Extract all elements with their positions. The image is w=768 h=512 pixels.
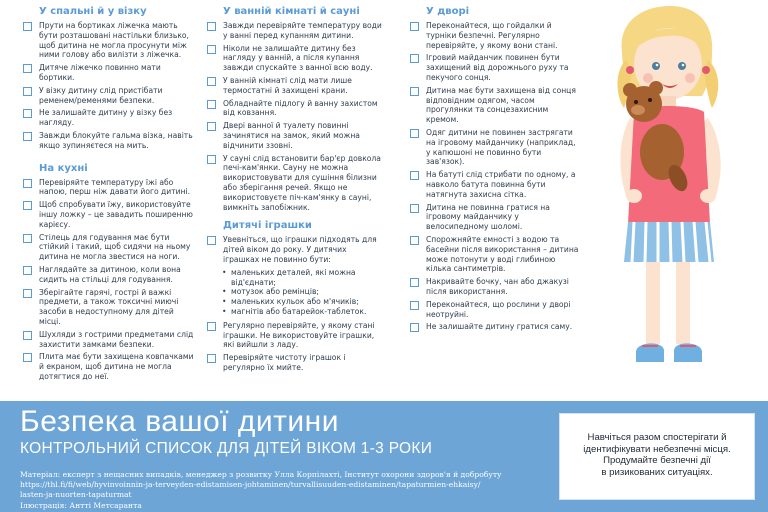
checklist-item-text: Дитина не повинна гратися на ігровому майданчику у велосипедному шоломі.: [426, 202, 550, 232]
column-right: [407, 4, 579, 335]
checklist-item-text: Ігровий майданчик повинен бути захищений від дорожнього руху та пекучого сонця.: [426, 53, 569, 82]
checklist-item-text: Спорожняйте ємності з водою та басейни після використання – дитина може потонути у воді глибиною кілька сантиметрів.: [426, 234, 579, 274]
column-middle: [204, 4, 384, 376]
checklist-item-text: Щоб спробувати їжу, використовуйте іншу ложку – це завадить поширенню карієсу.: [39, 200, 193, 229]
checklist-item[interactable]: [20, 131, 196, 151]
checkbox[interactable]: [410, 22, 419, 31]
checklist-item[interactable]: [204, 321, 384, 350]
checklist-item[interactable]: [20, 233, 196, 262]
checkbox[interactable]: [23, 289, 32, 298]
checklist-item[interactable]: [204, 99, 384, 119]
checklist-item-text: Завжди блокуйте гальма візка, навіть якщо зупиняєтеся на мить.: [39, 130, 193, 150]
credit-link[interactable]: https://thl.fi/fi/web/hyvinvoinnin-ja-terveyden-edistamisen-johtaminen/turvallisuuden-edistaminen/tapaturmien-ehkaisy/: [20, 480, 481, 489]
checklist-item[interactable]: [20, 200, 196, 229]
checklist-item-text: Перевіряйте температуру їжі або напою, перш ніж давати його дитині.: [39, 177, 191, 197]
checklist-item[interactable]: [407, 86, 579, 125]
checkbox[interactable]: [410, 87, 419, 96]
callout-line: Продумайте безпечні дії: [603, 455, 711, 466]
checklist-item[interactable]: [407, 128, 579, 167]
checkbox[interactable]: [23, 201, 32, 210]
checkbox[interactable]: [207, 354, 216, 363]
checkbox[interactable]: [207, 122, 216, 131]
checkbox[interactable]: [207, 322, 216, 331]
checklist-item[interactable]: [20, 265, 196, 285]
checklist-item-text: У сауні слід встановити бар'єр довкола печі-кам'янки. Сауну не можна використовувати для сушіння білизни або зберігання речей. Якщо не використовуєте піч-кам'янку в сауні, вимкніть запобіжник.: [223, 153, 381, 212]
checklist-item-text: Регулярно перевіряйте, у якому стані іграшки. Не використовуйте іграшки, які вийшли з ладу.: [223, 320, 375, 350]
checklist-item-text: Зберігайте гарячі, гострі й важкі предмети, а також токсичні миючі засоби в недоступному для дітей місці.: [39, 287, 179, 326]
leg-left: [646, 262, 660, 344]
checkbox[interactable]: [207, 100, 216, 109]
checklist-item[interactable]: [407, 170, 579, 199]
checklist-item[interactable]: [204, 353, 384, 373]
checkbox[interactable]: [23, 234, 32, 243]
checklist-item-text: У візку дитину слід пристібати ременем/ременями безпеки.: [39, 85, 163, 105]
checklist-item[interactable]: [20, 108, 196, 128]
checklist-item-text: Плита має бути захищена ковпачками й екраном, щоб дитина не могла дотягтися до неї.: [39, 352, 194, 381]
checkbox[interactable]: [207, 22, 216, 31]
checklist-item[interactable]: [20, 352, 196, 381]
checklist-item-text: Переконайтеся, що рослини у дворі неотруйні.: [426, 299, 571, 319]
checklist-item[interactable]: [204, 154, 384, 213]
checkbox[interactable]: [23, 266, 32, 275]
page-title: Безпека вашої дитини: [20, 405, 339, 438]
callout-line: в ризикованих ситуаціях.: [601, 466, 713, 478]
section-title-bedroom: У спальні й у візку: [39, 6, 147, 17]
checkbox[interactable]: [410, 278, 419, 287]
checklist-item-text: Обладнайте підлогу й ванну захистом від ковзання.: [223, 98, 378, 118]
checklist-item-text: Шухляди з гострими предметами слід захистити замками безпеки.: [39, 329, 194, 349]
credit-illustrator: Ілюстрація: Антті Метсаранта: [20, 501, 142, 510]
eye-left: [652, 62, 660, 70]
girl-with-teddy-bear-illustration: [584, 0, 768, 400]
checklist-item-text: Двері ванної й туалету повинні зачинятися на замок, який можна відчинити ззовні.: [223, 121, 360, 150]
checklist-item-text: Наглядайте за дитиною, коли вона сидить на стільці для годування.: [39, 264, 181, 284]
callout-text: [563, 432, 751, 478]
section-title-yard: У дворі: [426, 6, 470, 17]
checkbox[interactable]: [23, 331, 32, 340]
checklist-item[interactable]: [407, 300, 579, 320]
checklist-item[interactable]: [204, 44, 384, 73]
checklist-item[interactable]: [204, 235, 384, 264]
checklist-item-text: На батуті слід стрибати по одному, а навколо батута повинна бути натягнута захисна сітка.: [426, 170, 576, 199]
checklist-item[interactable]: [20, 178, 196, 198]
checklist-item-text: Не залишайте дитину у візку без нагляду.: [39, 108, 173, 128]
checklist-item[interactable]: [407, 53, 579, 82]
checklist-item[interactable]: [407, 21, 579, 50]
checkbox[interactable]: [410, 301, 419, 310]
checklist-item-text: У ванній кімнаті слід мати лише термостатні й захищені крани.: [223, 75, 352, 95]
checkbox[interactable]: [23, 87, 32, 96]
checklist-item-text: Дитяче ліжечко повинно мати бортики.: [39, 63, 161, 82]
section-title-bathroom: У ванній кімнаті й сауні: [223, 6, 360, 17]
checklist-item[interactable]: [20, 288, 196, 327]
checkbox[interactable]: [23, 64, 32, 73]
section-title-kitchen: На кухні: [39, 162, 88, 174]
checkbox[interactable]: [410, 204, 419, 213]
checklist-item-text: Увевніться, що іграшки підходять для дітей віком до року. У дитячих іграшках не повинно бути:: [223, 235, 377, 264]
checklist-item[interactable]: [20, 330, 196, 350]
checklist-item[interactable]: [20, 21, 196, 60]
list-item: • маленьких деталей, які можна від'єднати;: [231, 268, 384, 288]
checklist-item-text: Накривайте бочку, чан або джакузі після використання.: [426, 277, 569, 296]
checkbox[interactable]: [23, 132, 32, 141]
credit-link-continued[interactable]: lasten-ja-nuorten-tapaturmat: [20, 490, 132, 499]
checklist-item[interactable]: [407, 203, 579, 232]
checklist-item-text: Перевіряйте чистоту іграшок і регулярно їх мийте.: [223, 353, 346, 372]
callout-line: ідентифікувати небезпечні місця.: [583, 443, 731, 455]
checklist-item[interactable]: [204, 76, 384, 96]
list-item: • маленьких кульок або м'ячиків;: [231, 297, 384, 307]
checklist-item-text: Дитина має бути захищена від сонця відповідним одягом, часом прогулянки та сонцезахисним кремом.: [426, 85, 576, 125]
checkbox[interactable]: [207, 77, 216, 86]
checklist-item-text: Не залишайте дитину гратися саму.: [426, 322, 573, 332]
checklist-item-text: Ніколи не залишайте дитину без нагляду у ванній, а після купання завжди спускайте з ванної всю воду.: [223, 43, 373, 73]
checkbox[interactable]: [410, 171, 419, 180]
checkbox[interactable]: [23, 179, 32, 188]
checkbox[interactable]: [23, 353, 32, 362]
checkbox[interactable]: [410, 236, 419, 245]
section-title-toys: Дитячі іграшки: [223, 220, 312, 232]
checkbox[interactable]: [23, 109, 32, 118]
checkbox[interactable]: [207, 155, 216, 164]
checkbox[interactable]: [410, 129, 419, 138]
checkbox[interactable]: [207, 236, 216, 245]
column-left: [20, 4, 196, 385]
checkbox[interactable]: [410, 323, 419, 332]
checklist-item-text: Переконайтеся, що гойдалки й турніки безпечні. Регулярно перевіряйте, у якому вони стані.: [426, 21, 558, 50]
checklist-item[interactable]: [407, 322, 579, 332]
checklist-item[interactable]: [407, 235, 579, 274]
credit-author: Матеріал: експерт з нещасних випадків, менеджер з розвитку Улла Корпілахті, Інститут охорони здоров'я й добробуту: [20, 470, 502, 479]
skirt: [624, 222, 714, 262]
toy-hazard-list: [204, 268, 384, 317]
eye-right: [678, 62, 686, 70]
checklist-item-text: Завжди перевіряйте температуру води у ванні перед купанням дитини.: [223, 21, 382, 40]
list-item: • магнітів або батарейок-таблеток.: [231, 307, 384, 317]
leg-right: [676, 262, 690, 344]
callout-line: Навчіться разом спостерігати й: [587, 432, 727, 443]
checkbox[interactable]: [207, 45, 216, 54]
checklist-item[interactable]: [204, 21, 384, 41]
page-subtitle: КОНТРОЛЬНИЙ СПИСОК ДЛЯ ДІТЕЙ ВІКОМ 1-3 РОКИ: [20, 440, 433, 457]
checklist-item[interactable]: [204, 121, 384, 150]
list-item: • мотузок або ремінців;: [231, 287, 384, 297]
checklist-item-text: Одяг дитини не повинен застрягати на ігровому майданчику (наприклад, у капюшоні не повинно бути зав'язок).: [426, 127, 576, 167]
checklist-item[interactable]: [20, 86, 196, 106]
checklist-item-text: Прути на бортиках ліжечка мають бути розташовані настільки близько, щоб дитина не могла просунути між ними голову або вилізти з ліжечка.: [39, 21, 189, 60]
checkbox[interactable]: [410, 54, 419, 63]
checkbox[interactable]: [23, 22, 32, 31]
checklist-item-text: Стілець для годування має бути стійкий і такий, щоб сидячи на ньому дитина не могла звестися на ноги.: [39, 232, 191, 262]
checklist-item[interactable]: [407, 277, 579, 297]
checklist-item[interactable]: [20, 63, 196, 83]
